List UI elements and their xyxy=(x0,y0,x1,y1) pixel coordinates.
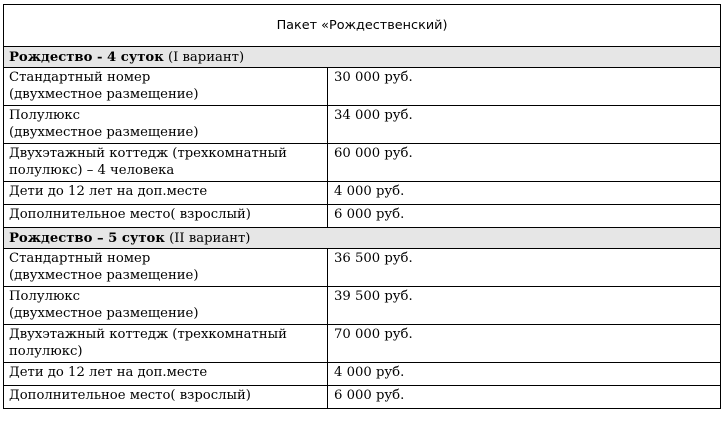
room-type-line1: Стандартный номер xyxy=(9,70,151,85)
room-type-cell xyxy=(4,144,328,182)
price-cell: 34 000 руб. xyxy=(328,106,721,144)
table-row xyxy=(4,325,721,363)
room-type-cell: Дополнительное место( взрослый) xyxy=(4,205,328,228)
price-cell: 4 000 руб. xyxy=(328,182,721,205)
room-type-cell xyxy=(4,106,328,144)
room-type-line1: Полулюкс xyxy=(9,108,81,123)
table-row xyxy=(4,106,721,144)
price-cell: 39 500 руб. xyxy=(328,287,721,325)
table-row xyxy=(4,287,721,325)
room-type-line2: (двухместное размещение) xyxy=(9,268,199,283)
price-cell: 30 000 руб. xyxy=(328,68,721,106)
section-heading-variant: (I вариант) xyxy=(163,49,245,65)
room-type-line2: полулюкс) xyxy=(9,344,83,359)
price-cell: 4 000 руб. xyxy=(328,363,721,386)
section-heading xyxy=(4,228,721,249)
section-heading-variant: (II вариант) xyxy=(164,230,251,246)
room-type-cell: Дети до 12 лет на доп.месте xyxy=(4,363,328,386)
section-heading xyxy=(4,47,721,68)
price-cell: 60 000 руб. xyxy=(328,144,721,182)
section-header-row xyxy=(4,228,721,249)
room-type-line1: Полулюкс xyxy=(9,289,81,304)
room-type-cell: Дети до 12 лет на доп.месте xyxy=(4,182,328,205)
room-type-cell: Дополнительное место( взрослый) xyxy=(4,386,328,409)
table-row xyxy=(4,386,721,409)
room-type-line2: (двухместное размещение) xyxy=(9,87,199,102)
price-cell: 70 000 руб. xyxy=(328,325,721,363)
room-type-line2: (двухместное размещение) xyxy=(9,306,199,321)
title-row xyxy=(4,5,721,47)
price-cell: 6 000 руб. xyxy=(328,205,721,228)
table-row xyxy=(4,363,721,386)
room-type-line1: Двухэтажный коттедж (трехкомнатный xyxy=(9,327,287,342)
price-table xyxy=(3,4,721,409)
section-header-row xyxy=(4,47,721,68)
price-cell: 6 000 руб. xyxy=(328,386,721,409)
room-type-line1: Стандартный номер xyxy=(9,251,151,266)
price-cell: 36 500 руб. xyxy=(328,249,721,287)
room-type-line1: Двухэтажный коттедж (трехкомнатный xyxy=(9,146,287,161)
table-row xyxy=(4,249,721,287)
room-type-cell xyxy=(4,68,328,106)
table-row xyxy=(4,68,721,106)
table-row xyxy=(4,144,721,182)
room-type-line2: (двухместное размещение) xyxy=(9,125,199,140)
table-row xyxy=(4,182,721,205)
section-heading-bold: Рождество - 4 суток xyxy=(9,49,164,65)
room-type-cell xyxy=(4,325,328,363)
room-type-cell xyxy=(4,287,328,325)
room-type-cell xyxy=(4,249,328,287)
section-heading-bold: Рождество – 5 суток xyxy=(9,230,165,246)
room-type-line2: полулюкс) – 4 человека xyxy=(9,163,175,178)
package-title: Пакет «Рождественский) xyxy=(4,5,721,47)
table-row xyxy=(4,205,721,228)
